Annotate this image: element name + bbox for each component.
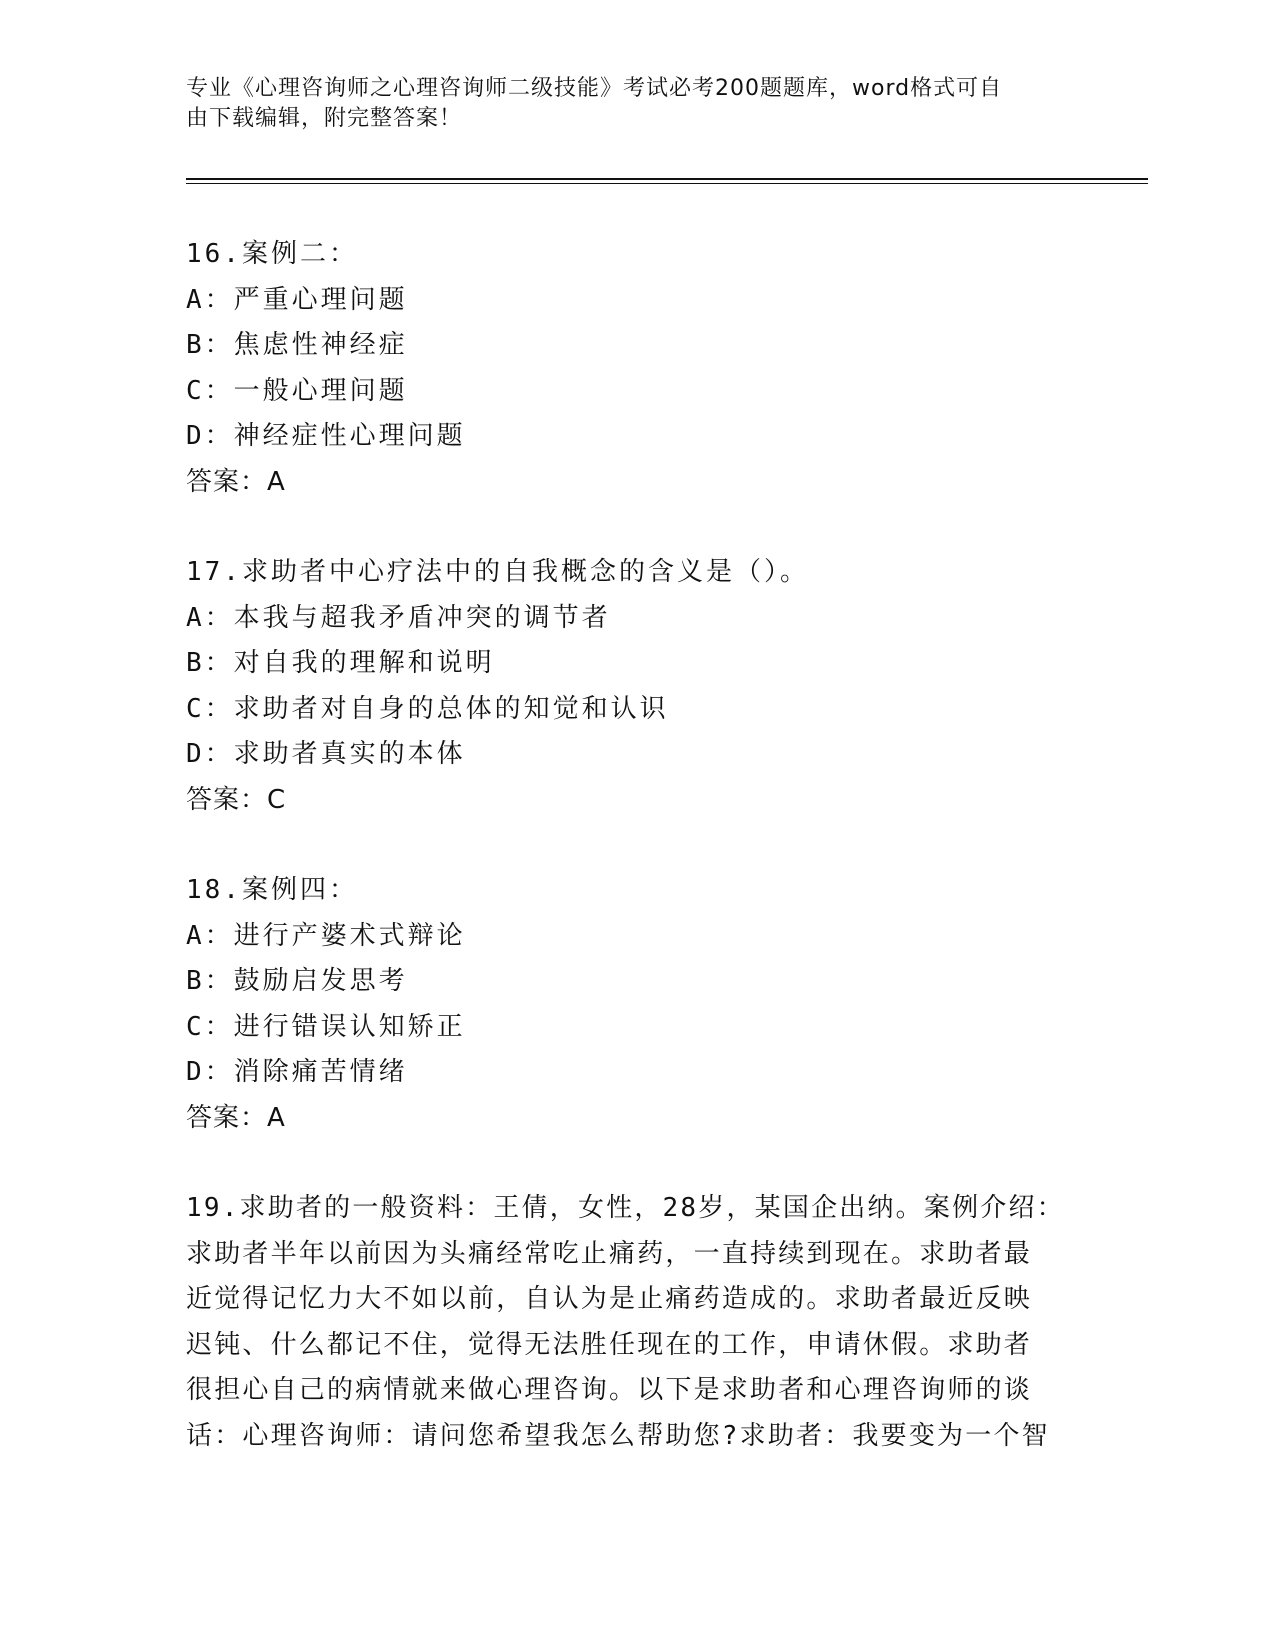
question-17 <box>186 550 1076 823</box>
case-text-line: 近觉得记忆力大不如以前，自认为是止痛药造成的。求助者最近反映 <box>186 1284 1033 1314</box>
answer-line: 答案：A <box>186 466 286 497</box>
question-19 <box>186 1186 1076 1459</box>
case-text-line: 很担心自己的病情就来做心理咨询。以下是求助者和心理咨询师的谈 <box>186 1375 1033 1405</box>
header-line-1: 专业《心理咨询师之心理咨询师二级技能》考试必考200题题库，word格式可自 <box>186 76 1003 101</box>
document-header <box>186 74 1066 134</box>
question-16 <box>186 232 1076 505</box>
option-a: A：进行产婆术式辩论 <box>186 920 466 951</box>
header-line-2: 由下载编辑，附完整答案！ <box>186 106 463 131</box>
case-text-line: 迟钝、什么都记不住，觉得无法胜任现在的工作，申请休假。求助者 <box>186 1329 1033 1360</box>
option-b: B：焦虑性神经症 <box>186 330 408 360</box>
option-d: D：神经症性心理问题 <box>186 421 466 451</box>
answer-line: 答案：A <box>186 1102 286 1133</box>
case-text-line: 19.求助者的一般资料：王倩，女性，28岁，某国企出纳。案例介绍： <box>186 1193 1065 1223</box>
header-divider-thick <box>186 178 1148 180</box>
option-a: A：严重心理问题 <box>186 284 408 315</box>
option-d: D：消除痛苦情绪 <box>186 1057 408 1087</box>
option-a: A：本我与超我矛盾冲突的调节者 <box>186 602 611 633</box>
option-c: C：进行错误认知矫正 <box>186 1011 466 1042</box>
case-text-line: 话：心理咨询师：请问您希望我怎么帮助您?求助者：我要变为一个智 <box>186 1420 1050 1451</box>
option-d: D：求助者真实的本体 <box>186 739 466 769</box>
question-18 <box>186 868 1076 1141</box>
question-stem: 16.案例二： <box>186 239 358 269</box>
case-text-line: 求助者半年以前因为头痛经常吃止痛药，一直持续到现在。求助者最 <box>186 1238 1033 1269</box>
option-b: B：对自我的理解和说明 <box>186 648 495 678</box>
question-stem: 18.案例四： <box>186 875 358 905</box>
answer-line: 答案：C <box>186 784 287 815</box>
question-stem: 17.求助者中心疗法中的自我概念的含义是（）。 <box>186 557 809 587</box>
question-list <box>186 232 1076 1504</box>
option-c: C：一般心理问题 <box>186 375 408 406</box>
option-c: C：求助者对自身的总体的知觉和认识 <box>186 693 669 724</box>
option-b: B：鼓励启发思考 <box>186 966 408 996</box>
header-divider-thin <box>186 183 1148 184</box>
